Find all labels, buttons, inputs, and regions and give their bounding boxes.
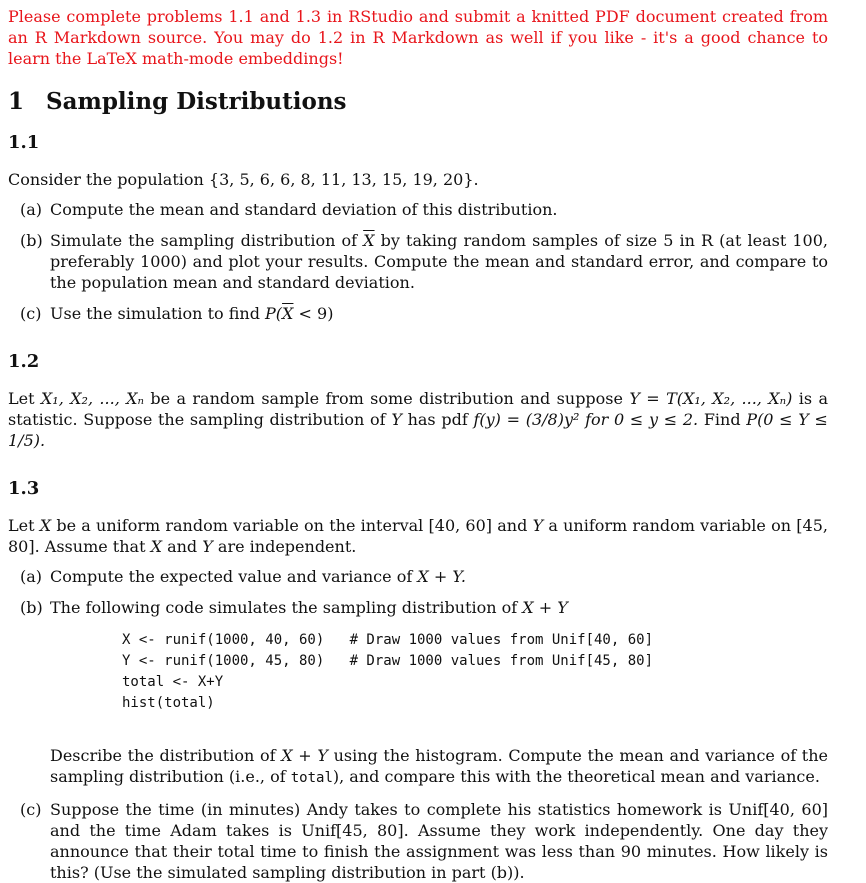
text: is a statistic. Suppose the sampling distribution of: [8, 389, 828, 429]
problem-1-3-b-description: [8, 745, 828, 789]
text: be a uniform random variable on the interval: [56, 516, 424, 535]
problem-1-3-c: [8, 799, 828, 883]
math: X₁, X₂, ..., Xₙ: [40, 389, 145, 408]
item-label: (c): [20, 800, 42, 819]
item-text: using the histogram. Compute the mean and variance of the sampling distribution (i.e., of: [50, 746, 828, 786]
inline-code: total: [290, 770, 333, 786]
problem-1-1-b: [8, 230, 828, 293]
text: be a random sample from some distribution and suppose: [150, 389, 623, 408]
item-text: Compute the mean and standard deviation of this distribution.: [50, 200, 558, 219]
text: and: [497, 516, 528, 535]
item-label: (b): [20, 231, 43, 250]
xbar-symbol: $\overline{X}$: [282, 304, 294, 323]
document-page: [8, 6, 828, 883]
section-heading: [8, 87, 828, 117]
code-line: Y <- runif(1000, 45, 80) # Draw 1000 values from Unif[45, 80]: [122, 653, 654, 669]
problem-1-1-statement: [8, 169, 828, 190]
probability-expr: [265, 304, 333, 323]
problem-1-3-a: [8, 566, 828, 587]
problem-1-2-statement: [8, 388, 828, 451]
code-line: hist(total): [122, 695, 215, 711]
math: [40, 60]: [428, 516, 493, 535]
math: f(y) = (3/8)y² for 0 ≤ y ≤ 2.: [473, 410, 699, 429]
text: has pdf: [407, 410, 468, 429]
text: and: [167, 537, 198, 556]
text: Find: [703, 410, 741, 429]
text: Let: [8, 516, 35, 535]
text: Consider the population: [8, 170, 204, 189]
r-code-block: [8, 630, 828, 714]
item-label: (c): [20, 304, 42, 323]
item-text: Suppose the time (in minutes) Andy takes to complete his statistics homework is Unif[40, 60] and the time Adam takes is Unif[45, 80]. Assume they work independently. One day they announce that their total time to finish the assignment was less than 90 minutes. How likely is this? (Use the simulated sampling distribution in part (b)).: [50, 800, 828, 882]
text: a uniform random variable on: [548, 516, 792, 535]
math: [45, 80].: [8, 516, 828, 556]
math: X + Y: [522, 598, 568, 617]
math: X: [39, 516, 52, 535]
item-text: Use the simulation to find: [50, 304, 260, 323]
item-text: by taking random samples of size 5 in R (at least 100, preferably 1000) and plot your results. Compute the mean and standard error, and compare to the population mean and standard deviation.: [50, 231, 828, 292]
math: Y: [202, 537, 213, 556]
subsection-1-1-heading: 1.1: [8, 132, 40, 153]
problem-1-1-c: [8, 303, 828, 324]
problem-1-3-statement: [8, 515, 828, 557]
xbar-symbol: $\overline{X}$: [363, 231, 375, 250]
item-text: The following code simulates the sampling distribution of: [50, 598, 518, 617]
text: are independent.: [217, 537, 357, 556]
math: X + Y.: [417, 567, 466, 586]
math: Y: [532, 516, 544, 535]
math: Y: [391, 410, 402, 429]
subsection-1-3-heading: 1.3: [8, 478, 40, 499]
item-label: (b): [20, 598, 43, 617]
text: Assume that: [44, 537, 146, 556]
instructions-text: Please complete problems 1.1 and 1.3 in RStudio and submit a knitted PDF document created from an R Markdown source. You may do 1.2 in R Markdown as well if you like - it's a good chance to learn the LaTeX math-mode embeddings!: [8, 7, 828, 68]
subsection-1-2-heading: 1.2: [8, 351, 40, 372]
code-line: X <- runif(1000, 40, 60) # Draw 1000 values from Unif[40, 60]: [122, 632, 654, 648]
item-text: ), and compare this with the theoretical mean and variance.: [332, 767, 820, 786]
item-text: Simulate the sampling distribution of: [50, 231, 358, 250]
item-text: Describe the distribution of: [50, 746, 276, 765]
item-label: (a): [20, 567, 43, 586]
item-text: Compute the expected value and variance of: [50, 567, 413, 586]
item-label: (a): [20, 200, 43, 219]
problem-1-3-b: [8, 597, 828, 618]
text: Let: [8, 389, 35, 408]
math: X: [150, 537, 162, 556]
math: P(0 ≤ Y ≤ 1/5).: [8, 410, 828, 450]
math: X + Y: [281, 746, 328, 765]
math: Y = T(X₁, X₂, ..., Xₙ): [629, 389, 793, 408]
section-number: 1: [8, 88, 25, 115]
population-set: {3, 5, 6, 6, 8, 11, 13, 15, 19, 20}.: [208, 170, 479, 189]
code-line: total <- X+Y: [122, 674, 224, 690]
math-part: P(: [265, 304, 283, 323]
math-part: < 9): [293, 304, 334, 323]
problem-1-1-a: [8, 199, 828, 220]
section-title: Sampling Distributions: [46, 88, 347, 115]
